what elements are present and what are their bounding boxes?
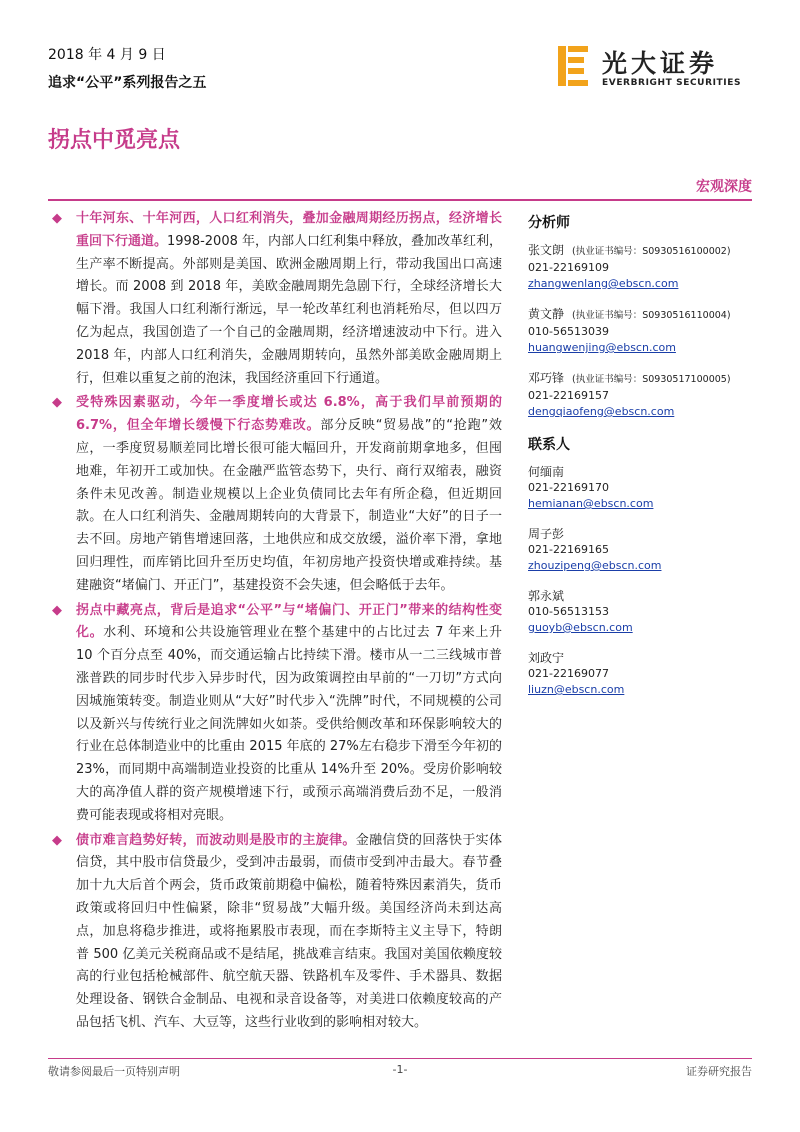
diamond-bullet-icon: ◆ — [52, 832, 62, 848]
paragraph-lead: 债市难言趋势好转，而波动则是股市的主旋律。 — [76, 832, 356, 848]
contact-phone: 021-22169165 — [528, 543, 609, 556]
contact-email-link[interactable]: liuzn@ebscn.com — [528, 683, 625, 696]
contact-card — [528, 464, 758, 512]
paragraph-text: 部分反映“贸易战”的“抢跑”效应，一季度贸易顺差同比增长很可能大幅回升，开发商前期拿地多，但囤地难，年初开工或加快。在金融严监管态势下，央行、商行双缩表，融资条件未见改善。制造业规模以上企业负债同比去年有所企稳，但近期回款。在人口红利消失、金融周期转向的大背景下，制造业“大好”的日子一去不回。房地产销售增速回落，土地供应和成交放缓，溢价率下滑，拿地回归理性，而库销比回升至历史均值，年初房地产投资快增或难持续。基建融资“堵偏门、开正门”，基建投资不会失速，但会略低于去年。 — [76, 418, 502, 593]
header-divider — [48, 199, 752, 201]
series-title: 追求“公平”系列报告之五 — [48, 75, 207, 91]
contact-phone: 021-22169077 — [528, 667, 609, 680]
analyst-email-link[interactable]: zhangwenlang@ebscn.com — [528, 277, 679, 290]
contact-name: 郭永斌 — [528, 589, 565, 603]
analyst-phone: 010-56513039 — [528, 325, 609, 338]
report-category: 宏观深度 — [696, 179, 752, 195]
footer-disclaimer: 敬请参阅最后一页特别声明 — [48, 1065, 180, 1078]
analyst-cert: (执业证书编号：S0930517100005) — [572, 374, 731, 385]
analyst-card — [528, 242, 758, 292]
analyst-email-link[interactable]: huangwenjing@ebscn.com — [528, 341, 676, 354]
summary-paragraph — [46, 600, 502, 828]
summary-paragraph — [46, 830, 502, 1035]
diamond-bullet-icon: ◆ — [52, 602, 62, 618]
logo-english-name: EVERBRIGHT SECURITIES — [602, 78, 742, 88]
sidebar — [528, 212, 758, 698]
page-number: -1- — [392, 1063, 408, 1076]
paragraph-text: 1998-2008 年，内部人口红利集中释放，叠加改革红利，生产率不断提高。外部则是美国、欧洲金融周期上行，带动我国出口高速增长。而 2008 到 2018 年，美欧金融周期先急剧下行，全球经济增长大幅下滑。我国人口红利渐行渐远，早一轮改革红利也消耗殆尽，但以四万亿为起点，我国创造了一个自己的金融周期，经济增速波动中下行。进入 2018 年，内部人口红利消失，金融周期转向，虽然外部美欧金融周期上行，但难以重复之前的泡沫，我国经济重回下行通道。 — [76, 233, 503, 386]
contact-card — [528, 650, 758, 698]
report-date: 2018 年 4 月 9 日 — [48, 47, 166, 63]
contacts-heading: 联系人 — [528, 437, 570, 453]
logo-mark-icon — [558, 46, 588, 86]
paragraph-lead: 拐点中藏亮点，背后是追求“公平”与“堵偏门、开正门”带来的结构性变化。 — [76, 602, 502, 641]
analyst-name: 邓巧锋 — [528, 371, 565, 385]
analyst-card — [528, 306, 758, 356]
analyst-cert: (执业证书编号：S0930516100002) — [572, 246, 731, 257]
analysts-heading: 分析师 — [528, 215, 570, 231]
contact-card — [528, 526, 758, 574]
contact-card — [528, 588, 758, 636]
analyst-card — [528, 370, 758, 420]
contact-name: 刘政宁 — [528, 651, 565, 665]
footer-report-type: 证券研究报告 — [686, 1065, 752, 1078]
summary-paragraph — [46, 208, 502, 390]
report-title: 拐点中觅亮点 — [48, 128, 181, 153]
paragraph-text: 水利、环境和公共设施管理业在整个基建中的占比过去 7 年来上升 10 个百分点至 40%，而交通运输占比持续下滑。楼市从一二三线城市普涨普跌的同步时代步入异步时代，因为政策调控由早前的“一刀切”方式向因城施策转变。制造业则从“大好”时代步入“洗牌”时代，不同规模的公司以及新兴与传统行业之间洗牌如火如荼。受供给侧改革和环保影响较大的行业在总体制造业中的比重由 2015 年底的 27%左右稳步下滑至今年初的 23%，而同期中高端制造业投资的比重从 14%升至 20%。受房价影响较大的高净值人群的资产规模增速下行，或预示高端消费后劲不足，一般消费可能表现或将相对亮眼。 — [76, 625, 502, 823]
contact-name: 何缅南 — [528, 465, 565, 479]
footer-divider — [48, 1058, 752, 1059]
analyst-name: 黄文静 — [528, 307, 565, 321]
paragraph-lead: 十年河东、十年河西，人口红利消失，叠加金融周期经历拐点，经济增长重回下行通道。 — [76, 211, 502, 249]
analyst-email-link[interactable]: dengqiaofeng@ebscn.com — [528, 405, 675, 418]
analyst-phone: 021-22169157 — [528, 389, 609, 402]
contact-phone: 010-56513153 — [528, 605, 609, 618]
contact-email-link[interactable]: hemianan@ebscn.com — [528, 497, 654, 510]
contact-phone: 021-22169170 — [528, 481, 609, 494]
paragraph-lead: 受特殊因素驱动，今年一季度增长或达 6.8%，高于我们早前预期的 6.7%，但全年增长缓慢下行态势难改。 — [76, 395, 502, 434]
summary-paragraph — [46, 392, 502, 597]
analyst-cert: (执业证书编号：S0930516110004) — [572, 310, 731, 321]
contact-email-link[interactable]: guoyb@ebscn.com — [528, 621, 633, 634]
analyst-name: 张文朗 — [528, 243, 565, 257]
analyst-phone: 021-22169109 — [528, 261, 609, 274]
contact-name: 周子彭 — [528, 527, 565, 541]
diamond-bullet-icon: ◆ — [52, 395, 62, 411]
summary-body — [46, 208, 502, 1037]
paragraph-text: 金融信贷的回落快于实体信贷，其中股市信贷最少，受到冲击最弱，而债市受到冲击最大。春节叠加十九大后首个两会，货币政策前期稳中偏松，随着特殊因素消失，货币政策或将回归中性偏紧，除非“贸易战”大幅升级。美国经济尚未到达高点，加息将稳步推进，或将拖累股市表现，而在李斯特主义主导下，特朗普 500 亿美元关税商品或不是结尾，挑战难言结束。我国对美国依赖度较高的行业包括枪械部件、航空航天器、铁路机车及零件、手术器具、数据处理设备、钢铁合金制品、电视和录音设备等，对美进口依赖度较高的产品包括飞机、汽车、大豆等，这些行业收到的影响相对较大。 — [76, 832, 502, 1030]
logo-chinese-name: 光大证券 — [602, 49, 719, 78]
contact-email-link[interactable]: zhouzipeng@ebscn.com — [528, 559, 662, 572]
diamond-bullet-icon: ◆ — [52, 211, 62, 226]
company-logo — [558, 42, 758, 94]
